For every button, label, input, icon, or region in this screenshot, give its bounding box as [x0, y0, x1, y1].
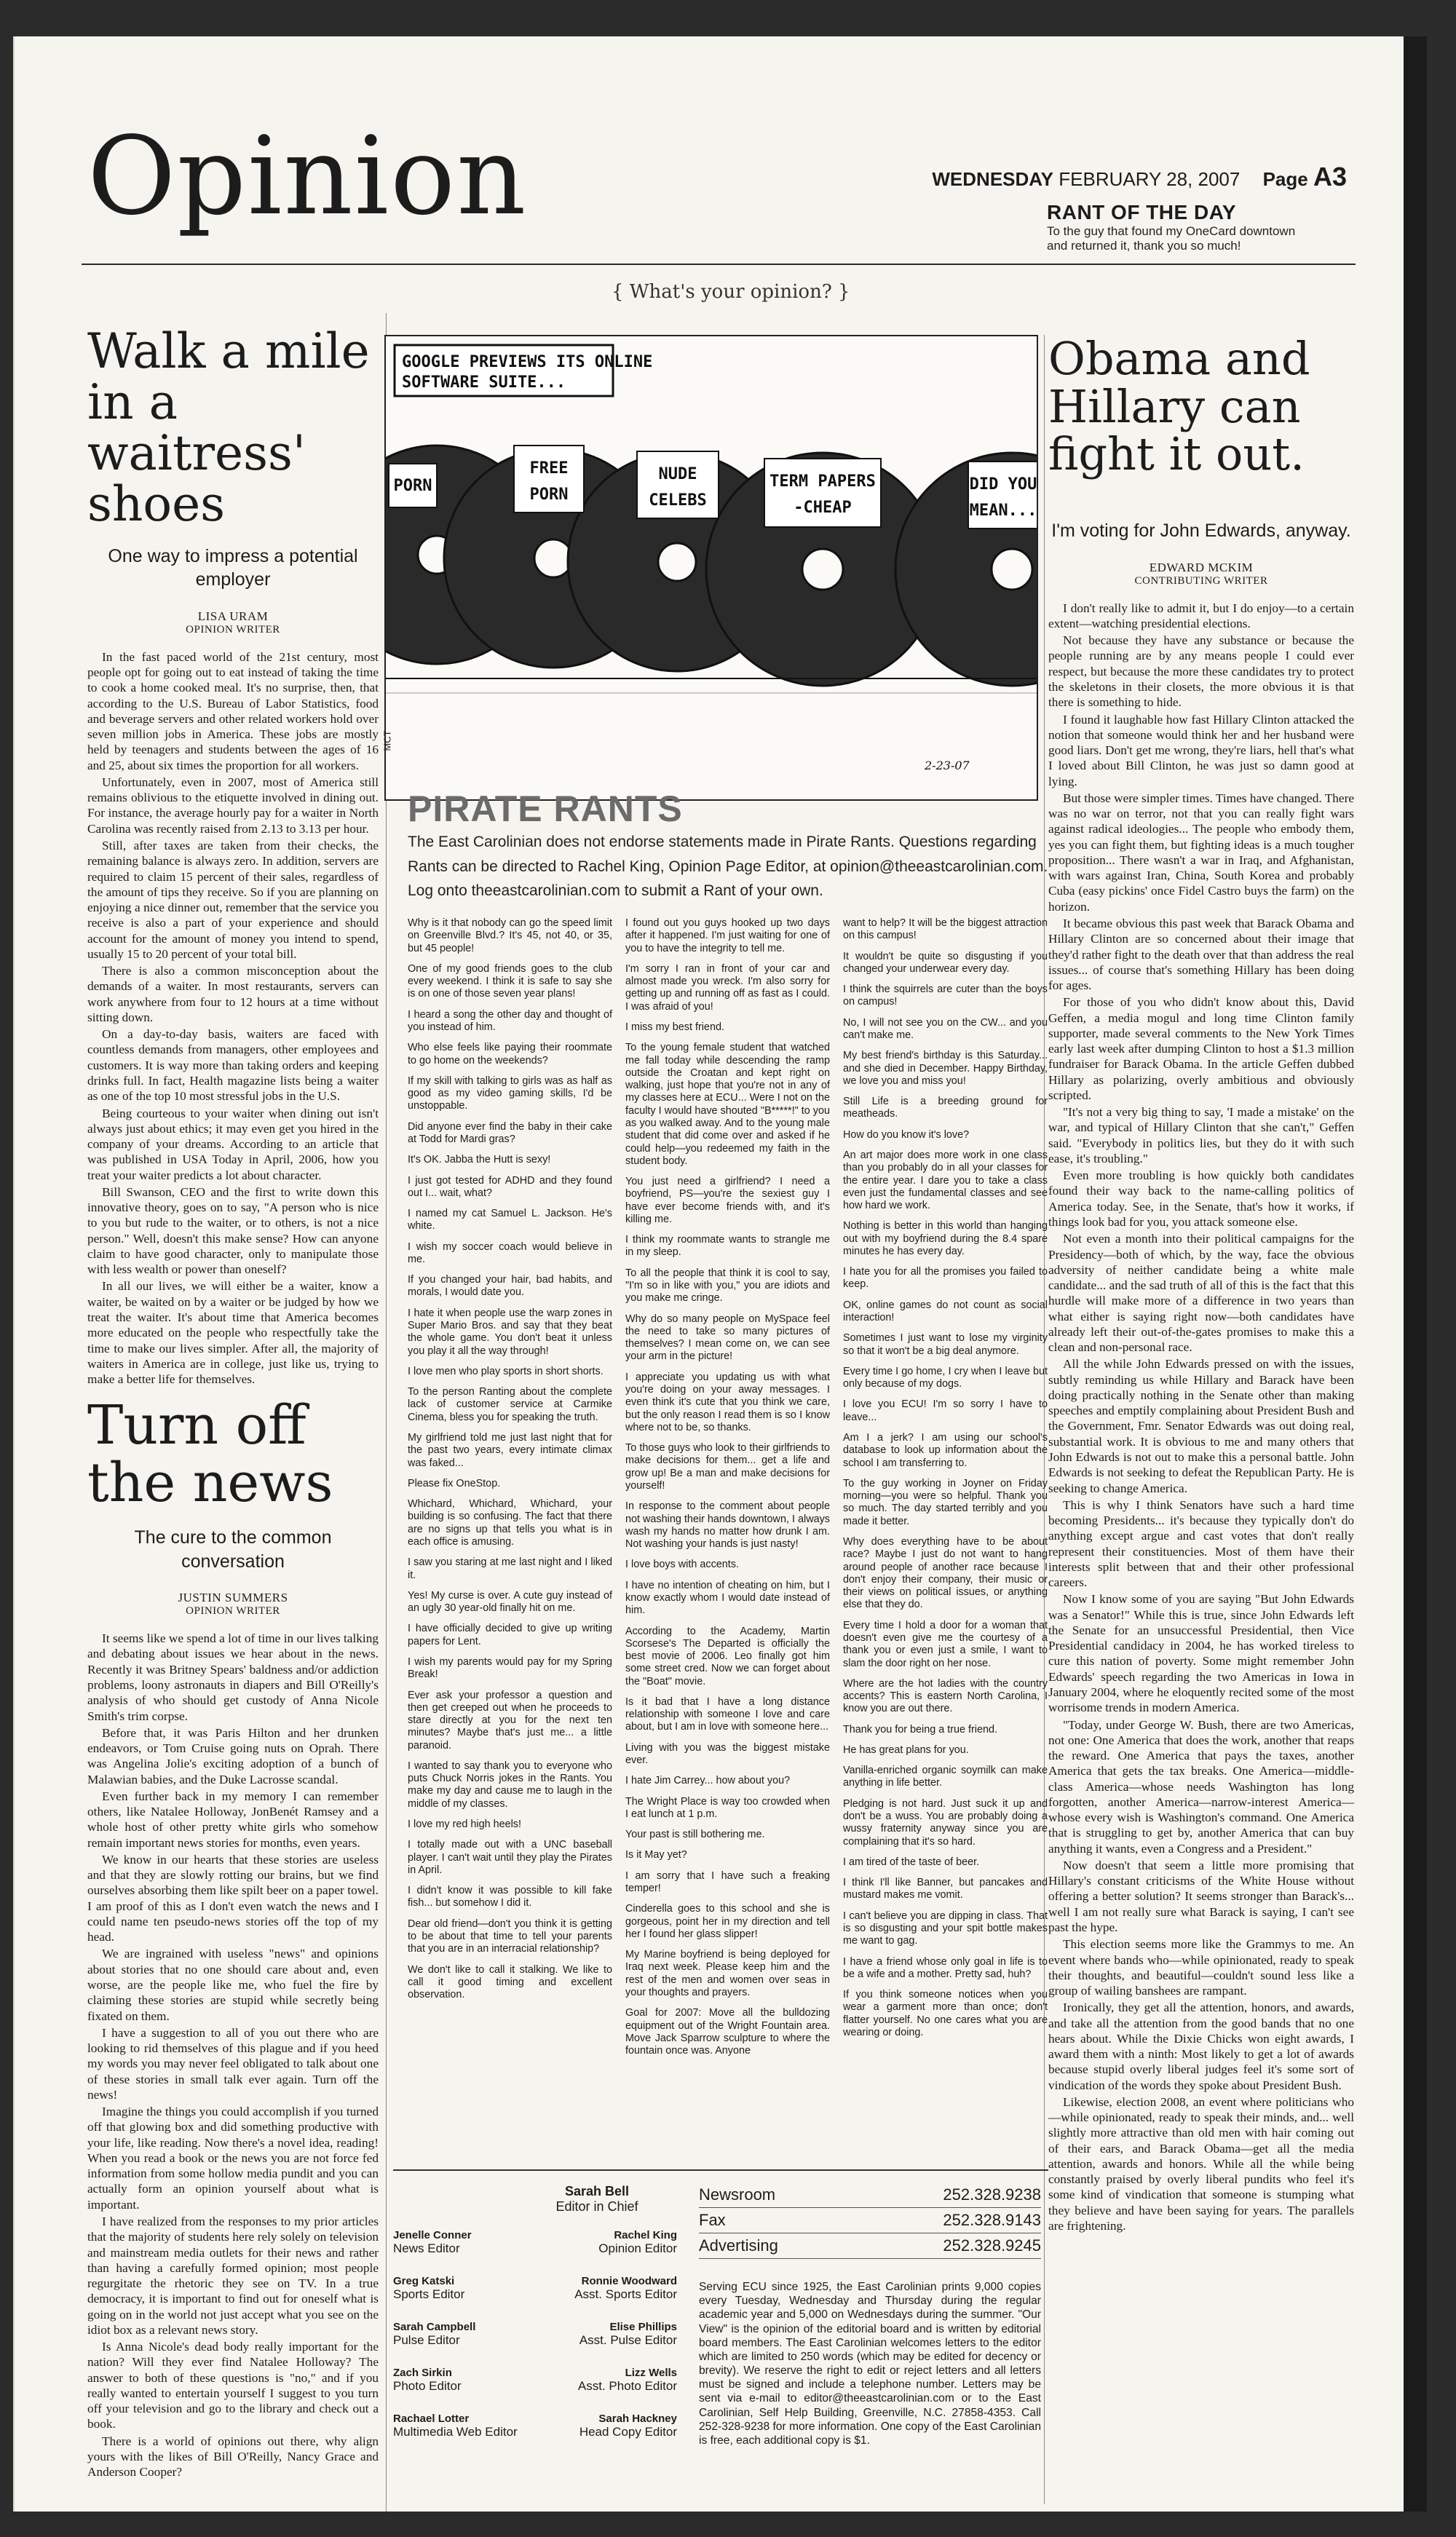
paragraph: I have realized from the responses to my prior articles that the majority of students here rely solely on television and mainstream media outlets for their news and rather than having a carefully formed opinion; most people regurgitate the rhetoric they see on TV. In a true democracy, it is important to find out for oneself what is going on in the world not just accept what you see on the idiot box as a relevant news story. [87, 2215, 379, 2337]
svg-text:DID YOU: DID YOU [969, 475, 1037, 494]
paragraph: My girlfriend told me just last night that for the past two years, every intimate climax was faked... [408, 1432, 612, 1469]
paragraph: Even further back in my memory I can remember others, like Natalee Holloway, JonBenét Ramsey and a whole host of other pretty white girls who somehow remain important news stories for months, even years. [87, 1789, 379, 1850]
paragraph: Nothing is better in this world than hanging out with my boyfriend during the 8.4 spare minutes he has every day. [843, 1220, 1048, 1257]
staff-role: Sports Editor [393, 2287, 465, 2301]
paragraph: In response to the comment about people not washing their hands downtown, I always wash my hands no matter how drunk I am. Not washing your hands is just nasty! [625, 1500, 830, 1551]
paragraph: Pledging is not hard. Just suck it up and don't be a wuss. You are probably doing a wussy fraternity anyway since you are complaining that it's so hard. [843, 1797, 1048, 1848]
cartoon-signature: 2-23-07 [925, 759, 970, 772]
staff-member [393, 2229, 535, 2256]
paragraph: I hate you for all the promises you failed to keep. [843, 1266, 1048, 1291]
paragraph: Why does everything have to be about race? Maybe I just do not want to hang around people of another race because I don't enjoy their company, their music or their views on political issues, or anything else that they do. [843, 1535, 1048, 1611]
subhead-news: The cure to the common conversation [134, 1527, 332, 1572]
paragraph: If my skill with talking to girls was as half as good as my video gaming skills, I'd be unstoppable. [408, 1074, 612, 1112]
headline-news: Turn off the news [87, 1394, 333, 1514]
staff-name: Ronnie Woodward [581, 2275, 677, 2287]
paragraph: Vanilla-enriched organic soymilk can make anything in life better. [843, 1765, 1048, 1789]
staff-row [393, 2229, 677, 2256]
paragraph: We are ingrained with useless "news" and opinions about stories that no one should care about and, even worse, are the people like me, who fuel the fire by claiming these stories are stupid while secretly being fixated on them. [87, 1947, 379, 2023]
paragraph: To those guys who look to their girlfriends to make decisions for them... get a life and grow up! Be a man and make decisions for yourself! [625, 1442, 830, 1492]
staff-row [393, 2321, 677, 2348]
staff-role: Multimedia Web Editor [393, 2425, 518, 2439]
paragraph: I found out you guys hooked up two days after it happened. I'm just waiting for one of you to have the integrity to tell me. [625, 917, 830, 954]
paragraph: To the guy working in Joyner on Friday morning—you were so helpful. Thank you so much. The day started terribly and you made it better. [843, 1477, 1048, 1527]
staff-row [393, 2367, 677, 2394]
subhead-edwards: I'm voting for John Edwards, anyway. [1051, 521, 1351, 542]
paragraph: For those of you who didn't know about this, David Geffen, a media mogul and long time Clinton family supporter, made several comments to the New York Times early last week after dumping Clinton to host a $1.3 million fundraiser for Barack Obama. In the article Geffen dubbed Hillary as polarizing, overly ambitious and obviously scripted. [1048, 995, 1354, 1102]
staff-role: News Editor [393, 2241, 460, 2255]
paragraph: There is a world of opinions out there, why align yours with the likes of Bill O'Reilly, Nancy Grace and Anderson Cooper? [87, 2434, 379, 2479]
staff-role: Asst. Pulse Editor [579, 2333, 677, 2347]
article-obama-body [1048, 601, 1354, 2234]
tagline: { What's your opinion? } [612, 281, 850, 303]
rant-of-day-heading: RANT OF THE DAY [1047, 201, 1237, 223]
staff-role: Asst. Photo Editor [577, 2379, 677, 2393]
edge-strip [1404, 36, 1427, 2512]
paragraph: According to the Academy, Martin Scorsese's The Departed is officially the best movie of 2006. Leo finally got him some street cred. Now we can forget about the "Boat" movie. [625, 1625, 830, 1687]
paragraph: I wish my soccer coach would believe in me. [408, 1240, 612, 1265]
staff-name: Jenelle Conner [393, 2229, 472, 2241]
staff-name: Lizz Wells [625, 2367, 677, 2379]
paragraph: I totally made out with a UNC baseball player. I can't wait until they play the Pirates in April. [408, 1839, 612, 1876]
paragraph: Whichard, Whichard, Whichard, your building is so confusing. The fact that there are no signs up that tells you what is in each office is amusing. [408, 1498, 612, 1548]
paragraph: Being courteous to your waiter when dining out isn't always just about ethics; it may even get you hired in the company of your dreams. According to an article that was published in USA Today in April, 2006, how you treat your waiter predicts a lot about character. [87, 1106, 379, 1182]
paragraph: No, I will not see you on the CW... and you can't make me. [843, 1016, 1048, 1041]
role-uram: OPINION WRITER [186, 623, 280, 636]
paragraph: Not even a month into their political campaigns for the Presidency—both of which, by the way, face the obvious adversity of neither candidate being a white male candidate... and the sad truth of all of this is the fact that this hurdle will make more of a difference in two years than what either is saying right now—both candidates have already left their out-of-the-gates promises to make this a clean and non-personal race. [1048, 1232, 1354, 1355]
paragraph: This is why I think Senators have such a hard time becoming Presidents... it's because they typically don't do anything except argue and cast votes that don't really represent their constituencies. Most of them have their interests split between that and their other professional careers. [1048, 1497, 1354, 1590]
paragraph: Before that, it was Paris Hilton and her drunken endeavors, or Tom Cruise going nuts on Oprah. There was Angelina Jolie's exciting adoption of a bunch of Malawian babies, and the Duke Lacrosse scandal. [87, 1725, 379, 1786]
paragraph: OK, online games do not count as social interaction! [843, 1299, 1048, 1324]
svg-text:TERM PAPERS: TERM PAPERS [769, 472, 876, 491]
staff-role: Asst. Sports Editor [574, 2287, 677, 2301]
paragraph: How do you know it's love? [843, 1128, 970, 1141]
paragraph: Who else feels like paying their roommate to go home on the weekends? [408, 1042, 612, 1066]
paragraph: I'm sorry I ran in front of your car and almost made you wreck. I'm also sorry for getting up and running off as fast as I could. I was afraid of you! [625, 962, 830, 1013]
disc-label-1: PORN [393, 477, 432, 495]
paragraph: Cinderella goes to this school and she is gorgeous, point her in my direction and tell her I found her glass slipper! [625, 1903, 830, 1940]
staff-list [393, 2229, 677, 2458]
page-number: Page A3 [1262, 162, 1347, 191]
paragraph: To the person Ranting about the complete lack of customer service at Carmike Cinema, bless you for speaking the truth. [408, 1386, 612, 1423]
contact-row [699, 2208, 1041, 2233]
paragraph: If you think someone notices when you wear a garment more than once; don't flatter yourself. No one cares what you are wearing or doing. [843, 1989, 1048, 2038]
staff-member [393, 2413, 535, 2439]
paragraph: Unfortunately, even in 2007, most of America still remains oblivious to the etiquette involved in dining out. For instance, the average hourly pay for a waiter in North Carolina was recently raised from 2.13 to 3.13 per hour. [87, 775, 379, 836]
date-day: WEDNESDAY [932, 168, 1054, 190]
paragraph: I miss my best friend. [625, 1021, 724, 1033]
paragraph: It seems like we spend a lot of time in our lives talking and debating about issues we hear about in the news. Recently it was Britney Spears' baldness and/or addiction problems, loony astronauts in diapers and Bill O'Reilly's analysis of who should get custody of Anna Nicole Smith's trim corpse. [87, 1631, 379, 1723]
staff-name: Elise Phillips [609, 2321, 677, 2333]
paragraph: Where are the hot ladies with the country accents? This is eastern North Carolina, I know you are out there. [843, 1677, 1048, 1715]
paragraph: It became obvious this past week that Barack Obama and Hillary Clinton are so concerned about their image that they'd rather fight to the death over that than address the real issues... of course that's something Hillary has been doing for ages. [1048, 916, 1354, 993]
paragraph: Not because they have any substance or because the people running are by any means people I could ever respect, but because the more these candidates try to protect the skeletons in their closets, the more obvious it is that there is something to hide. [1048, 633, 1354, 710]
paragraph: I just got tested for ADHD and they found out I... wait, what? [408, 1174, 612, 1199]
paragraph: An art major does more work in one class than you probably do in all your classes for the entire year. I dare you to take a class even just the fundamental classes and see how hard we work. [843, 1149, 1048, 1212]
staff-row [393, 2275, 677, 2302]
contact-label: Fax [699, 2211, 726, 2229]
paragraph: Sometimes I just want to lose my virginity so that it won't be a big deal anymore. [843, 1332, 1048, 1357]
paragraph: I hate it when people use the warp zones in Super Mario Bros. and say that they beat the whole game. You don't beat it unless you play it all the way through! [408, 1307, 612, 1357]
paragraph: I don't really like to admit it, but I do enjoy—to a certain extent—watching presidential elections. [1048, 601, 1354, 630]
staff-role: Opinion Editor [598, 2241, 677, 2255]
section-title: Opinion [87, 114, 528, 239]
pirate-rants-title: PIRATE RANTS [408, 788, 683, 829]
staff-name: Rachel King [614, 2229, 677, 2241]
newspaper-page [13, 36, 1427, 2512]
staff-member [535, 2229, 677, 2256]
paragraph: Dear old friend—don't you think it is getting to be about that time to tell your parents that you are in an interracial relationship? [408, 1917, 612, 1955]
staff-member [393, 2275, 535, 2302]
paragraph: It wouldn't be quite so disgusting if you changed your underwear every day. [843, 950, 1048, 975]
masthead-rule [82, 264, 1356, 265]
staff-box [393, 2169, 1048, 2504]
byline-uram: LISA URAM [197, 609, 269, 623]
paragraph: Now doesn't that seem a little more promising that Hillary's constant criticisms of the White House without offering a better solution? It seems stronger than Barack's... well I am not really sure what Barack is saying, I can't see past the hype. [1048, 1858, 1354, 1934]
paragraph: I love men who play sports in short shorts. [408, 1365, 604, 1377]
paragraph: We don't like to call it stalking. We like to call it good timing and excellent observation. [408, 1963, 612, 2001]
subhead-waitress: One way to impress a potential employer [108, 545, 358, 590]
paragraph: We know in our hearts that these stories are useless and that they are slowly rotting our brains, but we find ourselves absorbing them like spilt beer on a paper towel. I am proof of this as I don't even watch the news and I could name ten pseudo-news stories off the top of my head. [87, 1852, 379, 1944]
right-column [1048, 332, 1354, 2235]
paragraph: To the young female student that watched me fall today while descending the ramp outside the Croatan and kept right on walking, just hope that you're not in any of my classes here at ECU... Were I not on the faculty I would have shouted "B*****!" to you as you walked away. And to the young male student that did come over and asked if he could help—you redeemed my faith in the student body. [625, 1042, 830, 1167]
paragraph: I heard a song the other day and thought of you instead of him. [408, 1008, 612, 1033]
role-mckim: CONTRIBUTING WRITER [1134, 574, 1268, 587]
paragraph: I love my red high heels! [408, 1818, 521, 1831]
staff-name: Sarah Campbell [393, 2321, 476, 2333]
paragraph: I love you ECU! I'm so sorry I have to leave... [843, 1398, 1048, 1423]
contact-number: 252.328.9245 [943, 2236, 1041, 2255]
staff-role: Editor in Chief [555, 2199, 638, 2214]
paragraph: I think my roommate wants to strangle me in my sleep. [625, 1234, 830, 1259]
paragraph: Every time I hold a door for a woman that doesn't even give me the courtesy of a thank you or even just a smile, I want to slam the door right on her nose. [843, 1619, 1048, 1669]
publication-policy: Serving ECU since 1925, the East Carolinian prints 9,000 copies every Tuesday, Wednesday and Thursday during the regular academic year and 5,000 on Wednesdays during the summer. "Our View" is the opinion of the editorial board and is written by editorial board members. The East Carolinian welcomes letters to the editor which are limited to 250 words (which may be edited for decency or brevity). We reserve the right to edit or reject letters and all letters must be signed and include a telephone number. Letters may be sent via e-mail to editor@theeastcarolinian.com or to the East Carolinian, Self Help Building, Greenville, N.C. 27858-4353. Call 252-328-9238 for more information. One copy of the East Carolinian is free, each additional copy is $1. [699, 2281, 1041, 2447]
paragraph: Did anyone ever find the baby in their cake at Todd for Mardi gras? [408, 1120, 612, 1145]
staff-name: Sarah Bell [564, 2184, 630, 2198]
staff-role: Photo Editor [393, 2379, 462, 2393]
paragraph: Imagine the things you could accomplish if you turned off that glowing box and did something productive with your life, like reading. Now there's a novel idea, reading! When you read a book or the news you are not force fed information from some hollow media pundit and you can actually form an opinion yourself about what is important. [87, 2105, 379, 2212]
pirate-rants-intro: The East Carolinian does not endorse statements made in Pirate Rants. Questions regarding Rants can be directed to Rachel King, Opinion Page Editor, at opinion@theeastcarolinian.com. Log onto theeastcarolinian.com to submit a Rant of your own. [408, 834, 1048, 900]
paragraph: I wanted to say thank you to everyone who puts Chuck Norris jokes in the Rants. You make my day and cause me to laugh in the middle of my classes. [408, 1760, 612, 1810]
svg-text:SOFTWARE SUITE...: SOFTWARE SUITE... [402, 373, 566, 392]
paragraph: want to help? It will be the biggest attraction on this campus! [843, 917, 1048, 942]
staff-member [535, 2321, 677, 2348]
staff-member [393, 2321, 535, 2348]
paragraph: I wish my parents would pay for my Spring Break! [408, 1655, 612, 1681]
paragraph: I appreciate you updating us with what you're doing on your away messages. I even think it's cute that you think we care, but the only reason I read them is so I know where not to be, so thanks. [625, 1371, 830, 1433]
staff-name: Zach Sirkin [393, 2367, 452, 2379]
paragraph: In the fast paced world of the 21st century, most people opt for going out to eat instead of taking the time to cook a home cooked meal. It's no surprise, then, that according to the U.S. Bureau of Labor Statistics, food and beverage servers and other related workers hold over seven million jobs in America. These jobs are mostly held by teenagers and students between the ages of 16 and 25, about six times the proportion for all workers. [87, 649, 379, 772]
paragraph: Yes! My curse is over. A cute guy instead of an ugly 30 year-old finally hit on me. [408, 1589, 612, 1615]
paragraph: My Marine boyfriend is being deployed for Iraq next week. Please keep him and the rest of the men and women over seas in your thoughts and prayers. [625, 1949, 830, 1998]
paragraph: All the while John Edwards pressed on with the issues, subtly reminding us while Hillary and Barack have been doing practically nothing in the Senate other than making speeches and emptily complaining about President Bush and the Government, Fmr. Senator Edwards was out doing real, substantial work. It is obvious to me and many others that John Edwards is not out to make this a personal battle. John Edwards is not seeking to defeat the Republican Party. He is seeking to change America. [1048, 1357, 1354, 1495]
contact-label: Advertising [699, 2236, 778, 2255]
paragraph: Goal for 2007: Move all the bulldozing equipment out of the Wright Fountain area. Move Jack Sparrow sculpture to where the fountain once was. Anyone [625, 2007, 830, 2057]
paragraph: I think I'll like Banner, but pancakes and mustard makes me vomit. [843, 1877, 1048, 1901]
paragraph: I think the squirrels are cuter than the boys on campus! [843, 983, 1048, 1008]
paragraph: I have a friend whose only goal in life is to be a wife and a mother. Pretty sad, huh? [843, 1955, 1048, 1980]
article-news-body [87, 1631, 379, 2479]
paragraph: If you changed your hair, bad habits, and morals, I would date you. [408, 1274, 612, 1299]
byline-mckim: EDWARD MCKIM [1149, 560, 1254, 574]
paragraph: "It's not a very big thing to say, 'I made a mistake' on the war, and typical of Hillary Clinton that she can't," Geffen said. "Everybody in politics lies, but they do it with such ease, it's troubling." [1048, 1105, 1354, 1165]
paragraph: I didn't know it was possible to kill fake fish... but somehow I did it. [408, 1885, 612, 1909]
paragraph: Why is it that nobody can go the speed limit on Greenville Blvd.? It's 45, not 40, or 35, but 45 people! [408, 917, 612, 954]
byline-summers: JUSTIN SUMMERS [178, 1591, 288, 1605]
paragraph: Bill Swanson, CEO and the first to write down this innovative theory, goes on to say, "A person who is nice to you but rude to the waiter, or to others, is not a nice person." Well, doesn't this make sense? How can anyone claim to have good character, only to manipulate those with less wealth or power than oneself? [87, 1184, 379, 1277]
svg-text:GOOGLE PREVIEWS ITS ONLINE: GOOGLE PREVIEWS ITS ONLINE [402, 353, 653, 371]
svg-text:MEAN...: MEAN... [969, 502, 1037, 520]
left-column [87, 313, 379, 2482]
paragraph: I love boys with accents. [625, 1559, 739, 1571]
svg-text:CELEBS: CELEBS [649, 491, 707, 510]
dateline [932, 162, 1347, 192]
contact-label: Newsroom [699, 2185, 776, 2204]
paragraph: Please fix OneStop. [408, 1477, 501, 1489]
headline-waitress: Walk a mile in a waitress' shoes [87, 323, 370, 532]
rant-of-day-text: To the guy that found my OneCard downtown and returned it, thank you so much! [1047, 224, 1296, 253]
paragraph: Every time I go home, I cry when I leave but only because of my dogs. [843, 1365, 1048, 1390]
paragraph: To all the people that think it is cool to say, "I'm so in like with you," you are idiots and you make me cringe. [625, 1267, 830, 1305]
paragraph: Your past is still bothering me. [625, 1829, 765, 1841]
date-rest: FEBRUARY 28, 2007 [1059, 168, 1241, 190]
rants-column-2 [625, 917, 830, 2169]
paragraph: I am sorry that I have such a freaking temper! [625, 1869, 830, 1894]
paragraph: Still, after taxes are taken from their checks, the remaining balance is always zero. In addition, servers are required to claim 15 percent of their sales, regardless of the amount of tips they receive. So if you are planning on enjoying a nice dinner out, remember that the service you receive is also a part of your experience and should account for the amount of money you intend to spend, usually 15 to 20 percent of your total bill. [87, 839, 379, 961]
paragraph: Living with you was the biggest mistake ever. [625, 1741, 830, 1767]
paragraph: On a day-to-day basis, waiters are faced with countless demands from managers, other employees and customers. It is way more than taking orders and keeping drinks full. In fact, Health magazine lists being a waiter as one of the top 10 most stressful jobs in the U.S. [87, 1027, 379, 1104]
staff-role: Head Copy Editor [579, 2425, 677, 2439]
paragraph: Now I know some of you are saying "But John Edwards was a Senator!" While this is true, since John Edwards left the Senate for an unsuccessful Presidential, then Vice Presidential candidacy in 2004, he has worked tireless to cure this nation of poverty. Some might remember John Edwards' speech regarding the two Americas in Iowa in January 2004, where he eloquently recited some of the most worrisome trends in modern America. [1048, 1592, 1354, 1715]
paragraph: "Today, under George W. Bush, there are two Americas, not one: One America that does the work, another that reaps the reward. One America that pays the taxes, another America that gets the tax breaks. One America—middle-class America—whose needs Washington has long forgotten, another America—narrow-interest America—whose every wish is Washington's command. One America that is struggling to get by, another America that can buy anything it wants, even a Congress and a President." [1048, 1717, 1354, 1856]
paragraph: Is it May yet? [625, 1849, 687, 1861]
paragraph: I saw you staring at me last night and I liked it. [408, 1556, 612, 1581]
contact-row [699, 2233, 1041, 2259]
staff-member [535, 2275, 677, 2302]
paragraph: I have no intention of cheating on him, but I know exactly whom I would date instead of him. [625, 1579, 830, 1617]
svg-text:FREE: FREE [529, 459, 569, 478]
contact-number: 252.328.9238 [943, 2185, 1041, 2204]
paragraph: I found it laughable how fast Hillary Clinton attacked the notion that someone would think her and her husband were good liars. Don't get me wrong, they're liars, hell that's what I loved about Bill Clinton, he was just so damn good at lying. [1048, 712, 1354, 788]
headline-obama-hillary: Obama and Hillary can fight it out. [1048, 332, 1310, 481]
svg-text:-CHEAP: -CHEAP [794, 499, 852, 517]
staff-row [393, 2413, 677, 2439]
paragraph: This election seems more like the Grammys to me. An event where bands who—while opinionated, ready to speak their thoughts, and beautiful—couldn't sound less like a group of wailing banshees are rampant. [1048, 1937, 1354, 1998]
paragraph: Is it bad that I have a long distance relationship with someone I love and care about, but I am in love with someone here... [625, 1695, 830, 1733]
pirate-rants-columns [408, 917, 1048, 2169]
paragraph: The Wright Place is way too crowded when I eat lunch at 1 p.m. [625, 1795, 830, 1820]
article-waitress-body [87, 649, 379, 1387]
rants-column-3 [843, 917, 1048, 2169]
paragraph: I am tired of the taste of beer. [843, 1856, 980, 1868]
paragraph: Ironically, they get all the attention, honors, and awards, and take all the attention from the good bands that no one hears about. While the Dixie Chicks won eight awards, I award them with a ninth: Most likely to get a lot of awards because stupid overly liberal judges feel it's some sort of vindication of the words they spoke about President Bush. [1048, 2000, 1354, 2092]
contact-row [699, 2182, 1041, 2208]
role-summers: OPINION WRITER [186, 1605, 280, 1618]
paragraph: Is Anna Nicole's dead body really important for the nation? Will they ever find Natalee Holloway? The answer to both of these questions is "no," and if you really wanted to entertain yourself I suggest to you turn off your television and go to the library and check out a book. [87, 2340, 379, 2431]
paragraph: One of my good friends goes to the club every weekend. I think it is safe to say she is on one of those seven year plans! [408, 962, 612, 1000]
paragraph: I named my cat Samuel L. Jackson. He's white. [408, 1208, 612, 1232]
paragraph: Am I a jerk? I am using our school's database to look up information about the school I am transferring to. [843, 1432, 1048, 1469]
paragraph: He has great plans for you. [843, 1744, 969, 1756]
paragraph: I can't believe you are dipping in class. That is so disgusting and your spit bottle makes me want to gag. [843, 1909, 1048, 1947]
paragraph: Why do so many people on MySpace feel the need to take so many pictures of themselves? I mean come on, we can see your arm in the picture! [625, 1313, 830, 1363]
cartoon-drawing [386, 336, 1038, 801]
contact-numbers [699, 2182, 1041, 2259]
svg-text:PORN: PORN [529, 486, 569, 504]
paragraph: Ever ask your professor a question and then get creeped out when he proceeds to stare directly at you for the next ten minutes? Maybe that's just me... a little paranoid. [408, 1689, 612, 1752]
paragraph: Thank you for being a true friend. [843, 1723, 997, 1735]
paragraph: But those were simpler times. Times have changed. There was no war on terror, not that you can really fight wars against radical ideologies... The people who embody them, yes you can fight them, but fighting ideas is a much tougher proposition... There wasn't a war in Iraq, and Afghanistan, with wars against Iran, China, South Korea and probably Cuba (easy pickins' once Fidel Castro buys the farm) on the horizon. [1048, 791, 1354, 914]
staff-name: Rachael Lotter [393, 2413, 470, 2425]
paragraph: Even more troubling is how quickly both candidates found their way back to the name-calling politics of America today. See, in the Senate, that's how it works, if things look bad for you, you attack someone else. [1048, 1168, 1354, 1230]
paragraph: Still Life is a breeding ground for meatheads. [843, 1096, 1048, 1120]
staff-name: Sarah Hackney [598, 2413, 677, 2425]
paragraph: You just need a girlfriend? I need a boyfriend, PS—you're the sexiest guy I have ever become friends with, and it's killing me. [625, 1176, 830, 1225]
editorial-cartoon [381, 335, 1038, 801]
paragraph: Likewise, election 2008, an event where politicians who—while opinionated, ready to speak their minds, and... well slightly more attractive than old men with hair coming out of their ears, and Barack Obama—get all the media attention, awards and honors. While all the while being constantly praised by overly liberal pundits who feel it's some kind of vindication that someone is stumping what they believe and have been saying for years. The parallels are frightening. [1048, 2094, 1354, 2233]
rant-of-the-day [1047, 201, 1309, 254]
svg-text:NUDE: NUDE [658, 465, 697, 483]
editor-in-chief [510, 2184, 684, 2215]
paragraph: My best friend's birthday is this Saturday... and she died in December. Happy Birthday, we love you and miss you! [843, 1050, 1048, 1087]
paragraph: It's OK. Jabba the Hutt is sexy! [408, 1154, 551, 1166]
cartoon-credit: MCT [381, 730, 393, 751]
staff-member [393, 2367, 535, 2394]
paragraph: There is also a common misconception about the demands of a waiter. In most restaurants, servers can work anywhere from four to 12 hours at a time without sitting down. [87, 964, 379, 1024]
paragraph: I have a suggestion to all of you out there who are looking to rid themselves of this plague and if you heed my words you may never feel obligated to talk about one of these stories in small talk ever again. Turn off the news! [87, 2025, 379, 2102]
staff-role: Pulse Editor [393, 2333, 460, 2347]
paragraph: In all our lives, we will either be a waiter, know a waiter, be waited on by a waiter or be judged by how we treat the waiter. It's about time that America becomes more educated on the people who respectfully take the time to make our lives simpler. After all, the majority of waiters in America are in college, just like us, trying to make a better life for themselves. [87, 1279, 379, 1387]
staff-member [535, 2367, 677, 2394]
staff-member [535, 2413, 677, 2439]
paragraph: I hate Jim Carrey... how about you? [625, 1775, 791, 1787]
rants-column-1 [408, 917, 612, 2169]
staff-name: Greg Katski [393, 2275, 455, 2287]
paragraph: I have officially decided to give up writing papers for Lent. [408, 1623, 612, 1647]
contact-number: 252.328.9143 [943, 2211, 1041, 2229]
